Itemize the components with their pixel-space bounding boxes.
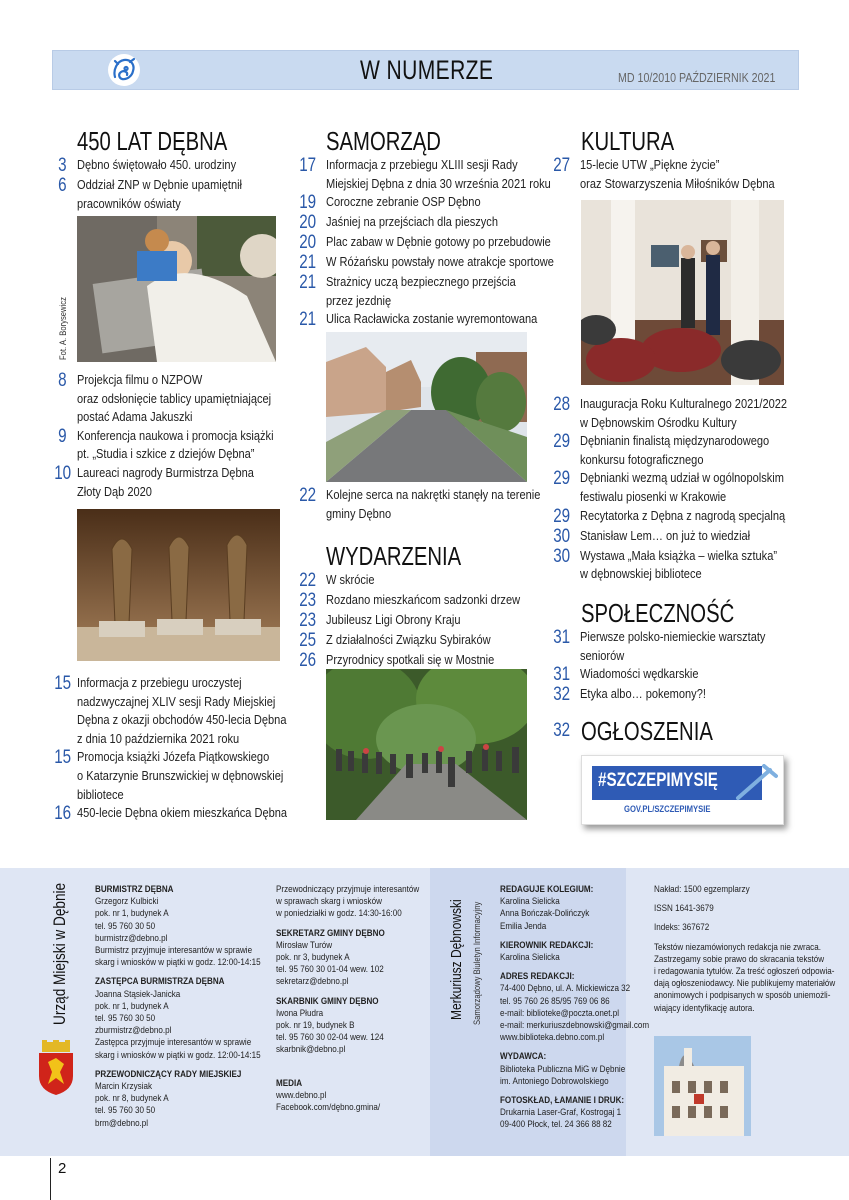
toc-item-title: Wystawa „Mała książka – wielka sztuka”	[580, 547, 778, 563]
spacer	[276, 1071, 419, 1078]
footer-line: w sprawach skarg i wniosków	[276, 896, 382, 908]
toc-item	[50, 464, 280, 501]
toc-page-number: 25	[299, 630, 316, 651]
footer-line: ISSN 1641-3679	[654, 903, 714, 915]
footer-line: Nakład: 1500 egzemplarzy	[654, 884, 750, 895]
toc-page-number: 23	[299, 590, 316, 611]
toc-item-title: Kolejne serca na nakrętki stanęły na terenie	[326, 487, 541, 502]
footer-heading: ZASTĘPCA BURMISTRZA DĘBNA	[95, 976, 225, 988]
toc-page-number: 10	[54, 462, 72, 484]
magazine-name-vertical: Merkuriusz Dębnowski	[448, 899, 465, 1020]
footer-line: Joanna Stąsiek-Janicka	[95, 988, 181, 1000]
toc-item	[50, 747, 284, 804]
toc-item	[50, 803, 288, 825]
toc-page-number: 29	[553, 468, 570, 490]
toc-list	[290, 155, 554, 331]
toc-item-title: konkursu fotograficznego	[580, 451, 704, 467]
photo-credit: Fot. A. Borysewicz	[58, 297, 68, 360]
section-title-kultura: KULTURA	[581, 126, 675, 156]
toc-item-title: Dębno świętowało 450. urodziny	[77, 157, 237, 172]
toc-item-title: przez jezdnię	[326, 292, 392, 308]
footer-line: zburmistrz@debno.pl	[95, 1025, 172, 1037]
spacer	[276, 921, 419, 928]
toc-item	[290, 213, 530, 233]
toc-item	[540, 527, 790, 547]
toc-item-title: seniorów	[580, 647, 625, 663]
footer-line: Emilia Jenda	[500, 920, 547, 932]
footer-line: Indeks: 367672	[654, 922, 710, 934]
footer-line: Iwona Płudra	[276, 1007, 324, 1019]
toc-page-number: 21	[299, 252, 316, 274]
footer-heading: PRZEWODNICZĄCY RADY MIEJSKIEJ	[95, 1068, 242, 1080]
footer-line: Biblioteka Publiczna MiG w Dębnie	[500, 1063, 626, 1075]
banner-hashtag: #SZCZEPIMYSIĘ	[598, 770, 718, 791]
toc-item	[290, 611, 530, 631]
toc-item	[540, 469, 790, 506]
toc-item-title: Laureaci nagrody Burmistrza Dębna	[77, 464, 254, 480]
footer-line: anonimowych i podpisanych w sposób uniemożli-	[654, 990, 831, 1002]
footer-line: www.debno.pl	[276, 1089, 327, 1101]
toc-item	[50, 427, 280, 464]
footer-line: brm@debno.pl	[95, 1117, 149, 1129]
section-title-spolecznosc: SPOŁECZNOŚĆ	[581, 598, 735, 628]
toc-item	[50, 371, 280, 427]
footer-heading: KIEROWNIK REDAKCJI:	[500, 939, 594, 951]
toc-item	[50, 156, 280, 176]
spacer	[500, 933, 649, 940]
toc-item-title: Z działalności Związku Sybiraków	[326, 632, 491, 647]
spacer	[654, 935, 835, 942]
toc-page-number: 20	[299, 212, 316, 234]
toc-item-title: W skrócie	[326, 572, 375, 587]
toc-item-title: z dnia 10 października 2021 roku	[77, 730, 240, 746]
toc-item	[540, 628, 790, 665]
toc-page-number: 9	[58, 425, 67, 447]
footer-editorial	[500, 884, 675, 1132]
toc-item-title: Rozdano mieszkańcom sadzonki drzew	[326, 592, 521, 607]
toc-item-title: Miejskiej Dębna z dnia 30 września 2021 roku	[326, 175, 551, 191]
footer-line: Mirosław Turów	[276, 939, 333, 951]
toc-item-title: w dębnowskiej bibliotece	[580, 566, 702, 582]
footer-heading: ADRES REDAKCJI:	[500, 971, 575, 983]
spacer	[95, 1062, 261, 1069]
toc-item	[540, 665, 790, 685]
footer-line: 74-400 Dębno, ul. A. Mickiewicza 32	[500, 983, 631, 995]
section-title-wydarzenia: WYDARZENIA	[326, 541, 462, 571]
toc-page-number: 30	[553, 525, 570, 547]
toc-item	[290, 631, 530, 651]
toc-list	[290, 485, 541, 523]
toc-item	[290, 309, 538, 331]
toc-item-title: Etyka albo… pokemony?!	[580, 686, 706, 702]
toc-list	[540, 628, 790, 705]
footer-line: Burmistrz przyjmuje interesantów w sprawie	[95, 945, 253, 957]
photo-street	[326, 332, 527, 482]
footer-line: Grzegorz Kulbicki	[95, 896, 159, 908]
toc-list	[50, 371, 280, 501]
footer-heading: SKARBNIK GMINY DĘBNO	[276, 995, 379, 1007]
footer-line: tel. 95 760 30 01-04 wew. 102	[276, 964, 384, 976]
footer-line: skarg i wniosków w piątki w godz. 12:00-14:15	[95, 1049, 261, 1061]
toc-page-number: 22	[299, 570, 316, 591]
toc-item-title: Inauguracja Roku Kulturalnego 2021/2022	[580, 396, 788, 411]
toc-item-title: Plac zabaw w Dębnie gotowy po przebudowie	[326, 234, 551, 250]
toc-page-number: 6	[58, 175, 67, 196]
spacer	[654, 915, 835, 922]
spacer	[276, 1064, 419, 1071]
footer-heading: BURMISTRZ DĘBNA	[95, 884, 174, 895]
toc-item-title: Informacja z przebiegu XLIII sesji Rady	[326, 157, 518, 172]
toc-item-title: Dębna z okazji obchodów 450-lecia Dębna	[77, 712, 287, 728]
toc-item-title: Informacja z przebiegu uroczystej	[77, 675, 242, 690]
page-number-rule	[50, 1158, 51, 1200]
section-title-samorzad: SAMORZĄD	[326, 126, 441, 156]
spacer	[500, 1088, 649, 1095]
toc-page-number: 28	[553, 394, 570, 415]
toc-list	[540, 395, 790, 584]
toc-item-title: oraz Stowarzyszenia Miłośników Dębna	[580, 175, 775, 191]
spacer	[276, 1057, 419, 1064]
toc-page-number: 21	[299, 272, 316, 294]
toc-item-title: Dębnianin finalistą międzynarodowego	[580, 433, 770, 449]
toc-item-title: Coroczne zebranie OSP Dębno	[326, 194, 481, 210]
toc-item-title: Jubileusz Ligi Obrony Kraju	[326, 612, 461, 627]
toc-item-title: Oddział ZNP w Dębnie upamiętnił	[77, 177, 243, 192]
footer-heading: SEKRETARZ GMINY DĘBNO	[276, 927, 385, 939]
photo-plaque-unveiling	[77, 216, 276, 362]
footer-line: i redagowania tytułów. Za treść ogłoszeń odpowia-	[654, 966, 835, 978]
footer-line: e-mail: merkuriuszdebnowski@gmail.com	[500, 1020, 650, 1032]
section-title-450-lat: 450 LAT DĘBNA	[77, 126, 228, 156]
footer-line: Tekstów niezamówionych redakcja nie zwraca.	[654, 941, 821, 953]
footer-line: Drukarnia Laser-Graf, Kostrogaj 1	[500, 1107, 622, 1119]
toc-item-title: Projekcja filmu o NZPOW	[77, 372, 203, 387]
toc-page-number: 15	[54, 673, 72, 694]
photo-forest-meeting	[326, 669, 527, 820]
toc-item	[290, 193, 530, 213]
toc-page-number: 31	[553, 664, 570, 686]
toc-item	[540, 685, 790, 705]
footer-line: tel. 95 760 30 50	[95, 920, 156, 932]
magazine-subtitle-vertical: Samorządowy Biuletyn Informacyjny	[472, 901, 482, 1025]
toc-item-title: Strażnicy uczą bezpiecznego przejścia	[326, 274, 516, 290]
toc-item	[540, 547, 790, 584]
banner-url: GOV.PL/SZCZEPIMYSIE	[624, 804, 711, 814]
toc-item-title: nadzwyczajnej XLIV sesji Rady Miejskiej	[77, 693, 276, 709]
footer-heading: WYDAWCA:	[500, 1051, 547, 1063]
toc-item	[540, 156, 790, 193]
spacer	[654, 896, 835, 903]
coat-of-arms-icon	[36, 1040, 76, 1096]
toc-item-title: w Dębnowskim Ośrodku Kultury	[580, 414, 737, 430]
footer-line: Przewodniczący przyjmuje interesantów	[276, 884, 420, 895]
footer-line: tel. 95 760 26 85/95 769 06 86	[500, 995, 610, 1007]
footer-line: Zastępca przyjmuje interesantów w sprawie	[95, 1037, 252, 1049]
toc-page-number: 8	[58, 370, 67, 391]
footer-line: wiający identyfikację autora.	[654, 1002, 755, 1014]
toc-item-title: Wiadomości wędkarskie	[580, 666, 699, 682]
photo-ceremony	[581, 200, 784, 385]
toc-page-number: 16	[54, 803, 72, 825]
footer-line: tel. 95 760 30 50	[95, 1105, 156, 1117]
footer-line: skarg i wniosków w piątki w godz. 12:00-14:15	[95, 957, 261, 969]
toc-item	[290, 273, 530, 310]
toc-item-title: pracowników oświaty	[77, 195, 181, 211]
toc-item-title: pt. „Studia i szkice z dziejów Dębna”	[77, 446, 255, 462]
toc-list	[50, 156, 280, 213]
toc-item	[290, 651, 530, 671]
toc-page-number: 19	[299, 192, 316, 214]
toc-item	[540, 395, 790, 432]
toc-page-number: 29	[553, 505, 570, 527]
footer-line: Karolina Sielicka	[500, 952, 560, 964]
footer-line: pok. nr 19, budynek B	[276, 1020, 355, 1032]
footer-line: Anna Bończak-Dolińczyk	[500, 908, 590, 920]
toc-page-number: 32	[553, 720, 570, 741]
spacer	[500, 964, 649, 971]
toc-item	[540, 507, 790, 527]
toc-item-title: Recytatorka z Dębna z nagrodą specjalną	[580, 507, 786, 523]
footer-line: Karolina Sielicka	[500, 896, 560, 908]
toc-item-title: festiwalu piosenki w Krakowie	[580, 488, 727, 504]
footer-publication-info	[654, 884, 849, 1015]
photo-library-building	[654, 1036, 751, 1136]
spacer	[276, 989, 419, 996]
toc-page-number: 21	[299, 309, 316, 331]
toc-page-number: 15	[54, 747, 72, 769]
toc-item-title: gminy Dębno	[326, 505, 392, 521]
toc-page-number: 32	[553, 684, 570, 706]
toc-item-title: o Katarzynie Brunszwickiej w dębnowskiej	[77, 767, 284, 783]
toc-page-number: 26	[299, 650, 316, 671]
footer-line: w poniedziałki w godz. 14:30-16:00	[276, 908, 402, 920]
toc-item	[290, 571, 530, 591]
toc-item	[290, 591, 530, 611]
toc-page-number: 17	[299, 155, 316, 176]
footer-line: burmistrz@debno.pl	[95, 932, 168, 944]
toc-page-number: 23	[299, 610, 316, 631]
toc-list	[290, 571, 530, 671]
toc-item	[540, 432, 790, 469]
footer-line: pok. nr 8, budynek A	[95, 1093, 169, 1105]
office-name-vertical: Urząd Miejski w Dębnie	[50, 882, 69, 1025]
footer-line: 09-400 Płock, tel. 24 366 88 82	[500, 1119, 612, 1131]
footer-line: e-mail: biblioteke@poczta.onet.pl	[500, 1007, 620, 1019]
footer-line: tel. 95 760 30 50	[95, 1013, 156, 1025]
toc-list	[540, 156, 790, 193]
toc-item-title: Dębnianki wezmą udział w ogólnopolskim	[580, 470, 784, 486]
footer-contacts-1	[95, 884, 290, 1130]
toc-item	[290, 485, 541, 523]
footer-line: Marcin Krzysiak	[95, 1081, 152, 1093]
spacer	[500, 1044, 649, 1051]
toc-item	[290, 252, 554, 274]
toc-item-title: Konferencja naukowa i promocja książki	[77, 427, 274, 443]
footer-heading: MEDIA	[276, 1077, 303, 1089]
toc-page-number: 30	[553, 545, 570, 567]
footer-line: tel. 95 760 30 02-04 wew. 124	[276, 1032, 384, 1044]
footer-line: sekretarz@debno.pl	[276, 976, 349, 988]
toc-item	[50, 176, 280, 213]
footer-line: Zastrzegamy sobie prawo do skracania tekstów	[654, 953, 825, 965]
section-title-ogloszenia: OGŁOSZENIA	[581, 716, 713, 746]
toc-item-title: Złoty Dąb 2020	[77, 483, 152, 499]
toc-page-number: 27	[553, 155, 570, 176]
footer-line: pok. nr 1, budynek A	[95, 908, 169, 920]
toc-item-title: Promocja książki Józefa Piątkowskiego	[77, 749, 270, 765]
issue-label: MD 10/2010 PAŹDZIERNIK 2021	[618, 70, 776, 85]
spacer	[95, 969, 261, 976]
toc-item	[50, 673, 287, 748]
toc-page-number: 22	[299, 485, 316, 506]
toc-item-title: 15-lecie UTW „Piękne życie”	[580, 157, 720, 172]
toc-item-title: Jaśniej na przejściach dla pieszych	[326, 214, 498, 230]
toc-item	[290, 155, 551, 193]
syringe-icon	[732, 764, 778, 809]
toc-item-title: postać Adama Jakuszki	[77, 409, 193, 425]
toc-item-title: 450-lecie Dębna okiem mieszkańca Dębna	[77, 805, 288, 821]
footer-line: Facebook.com/dębno.gmina/	[276, 1102, 381, 1114]
toc-item-title: Przyrodnicy spotkali się w Mostnie	[326, 652, 495, 667]
footer-line: dają ogłoszeniodawcy. Nie publikujemy materiałów	[654, 978, 836, 990]
footer-contacts-2	[276, 884, 444, 1114]
page-number: 2	[58, 1160, 67, 1177]
footer-line: www.biblioteka.debno.com.pl	[500, 1032, 605, 1044]
footer-line: pok. nr 3, budynek A	[276, 952, 350, 964]
toc-item-title: Stanisław Lem… on już to wiedział	[580, 527, 751, 543]
toc-page-number: 29	[553, 431, 570, 453]
toc-item	[290, 232, 551, 254]
toc-item-title: oraz odsłonięcie tablicy upamiętniającej	[77, 390, 272, 406]
footer-line: im. Antoniego Dobrowolskiego	[500, 1075, 609, 1087]
toc-page-number: 31	[553, 627, 570, 648]
toc-page-number: 3	[58, 155, 67, 176]
toc-page-number: 20	[299, 232, 316, 254]
footer-line: skarbnik@debno.pl	[276, 1044, 346, 1056]
footer-heading: FOTOSKŁAD, ŁAMANIE I DRUK:	[500, 1095, 625, 1107]
toc-item-title: bibliotece	[77, 786, 124, 802]
footer-line: pok. nr 1, budynek A	[95, 1000, 169, 1012]
newspaper-logo-icon	[106, 52, 142, 88]
footer-heading: REDAGUJE KOLEGIUM:	[500, 884, 594, 895]
page-title: W NUMERZE	[360, 55, 494, 85]
toc-item-title: Pierwsze polsko-niemieckie warsztaty	[580, 629, 766, 644]
toc-item-title: Ulica Racławicka zostanie wyremontowana	[326, 311, 538, 327]
toc-list	[50, 673, 288, 825]
toc-item-title: W Różańsku powstały nowe atrakcje sportowe	[326, 254, 554, 270]
photo-awards	[77, 509, 280, 661]
vaccination-banner	[581, 755, 784, 825]
